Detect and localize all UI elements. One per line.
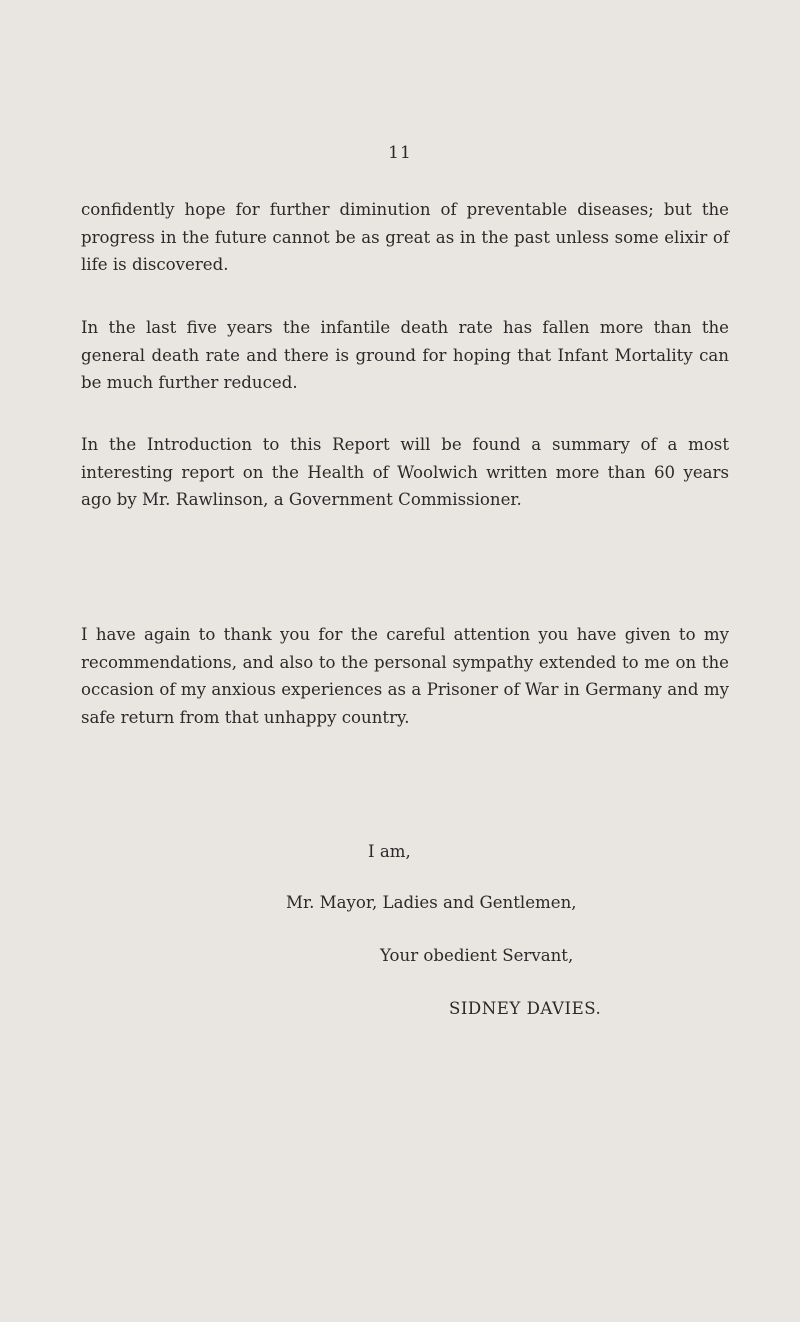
paragraph-thanks: I have again to thank you for the careful attention you have given to my recommendations, and also to the personal sympathy extended to me on the occasion of my anxious experiences as a Prisoner of War in Germany and my safe return from that unhappy country. — [81, 625, 729, 727]
signature: SIDNEY DAVIES. — [449, 999, 602, 1018]
closing-line-servant: Your obedient Servant, — [380, 946, 574, 965]
closing-line-i-am: I am, — [368, 842, 411, 861]
paragraph-infantile-death-rate: In the last five years the infantile death rate has fallen more than the general death rate and there is ground for hoping that Infant Mortality can be much further reduced. — [81, 318, 729, 392]
page-number: 11 — [388, 143, 412, 163]
paragraph-introduction-report: In the Introduction to this Report will be found a summary of a most interesting report on the Health of Woolwich written more than 60 years ago by Mr. Rawlinson, a Government Commissioner. — [81, 435, 729, 509]
paragraph-preventable-diseases: confidently hope for further diminution of preventable diseases; but the progress in the future cannot be as great as in the past unless some elixir of life is discovered. — [81, 200, 729, 274]
closing-line-salutation: Mr. Mayor, Ladies and Gentlemen, — [286, 893, 577, 912]
